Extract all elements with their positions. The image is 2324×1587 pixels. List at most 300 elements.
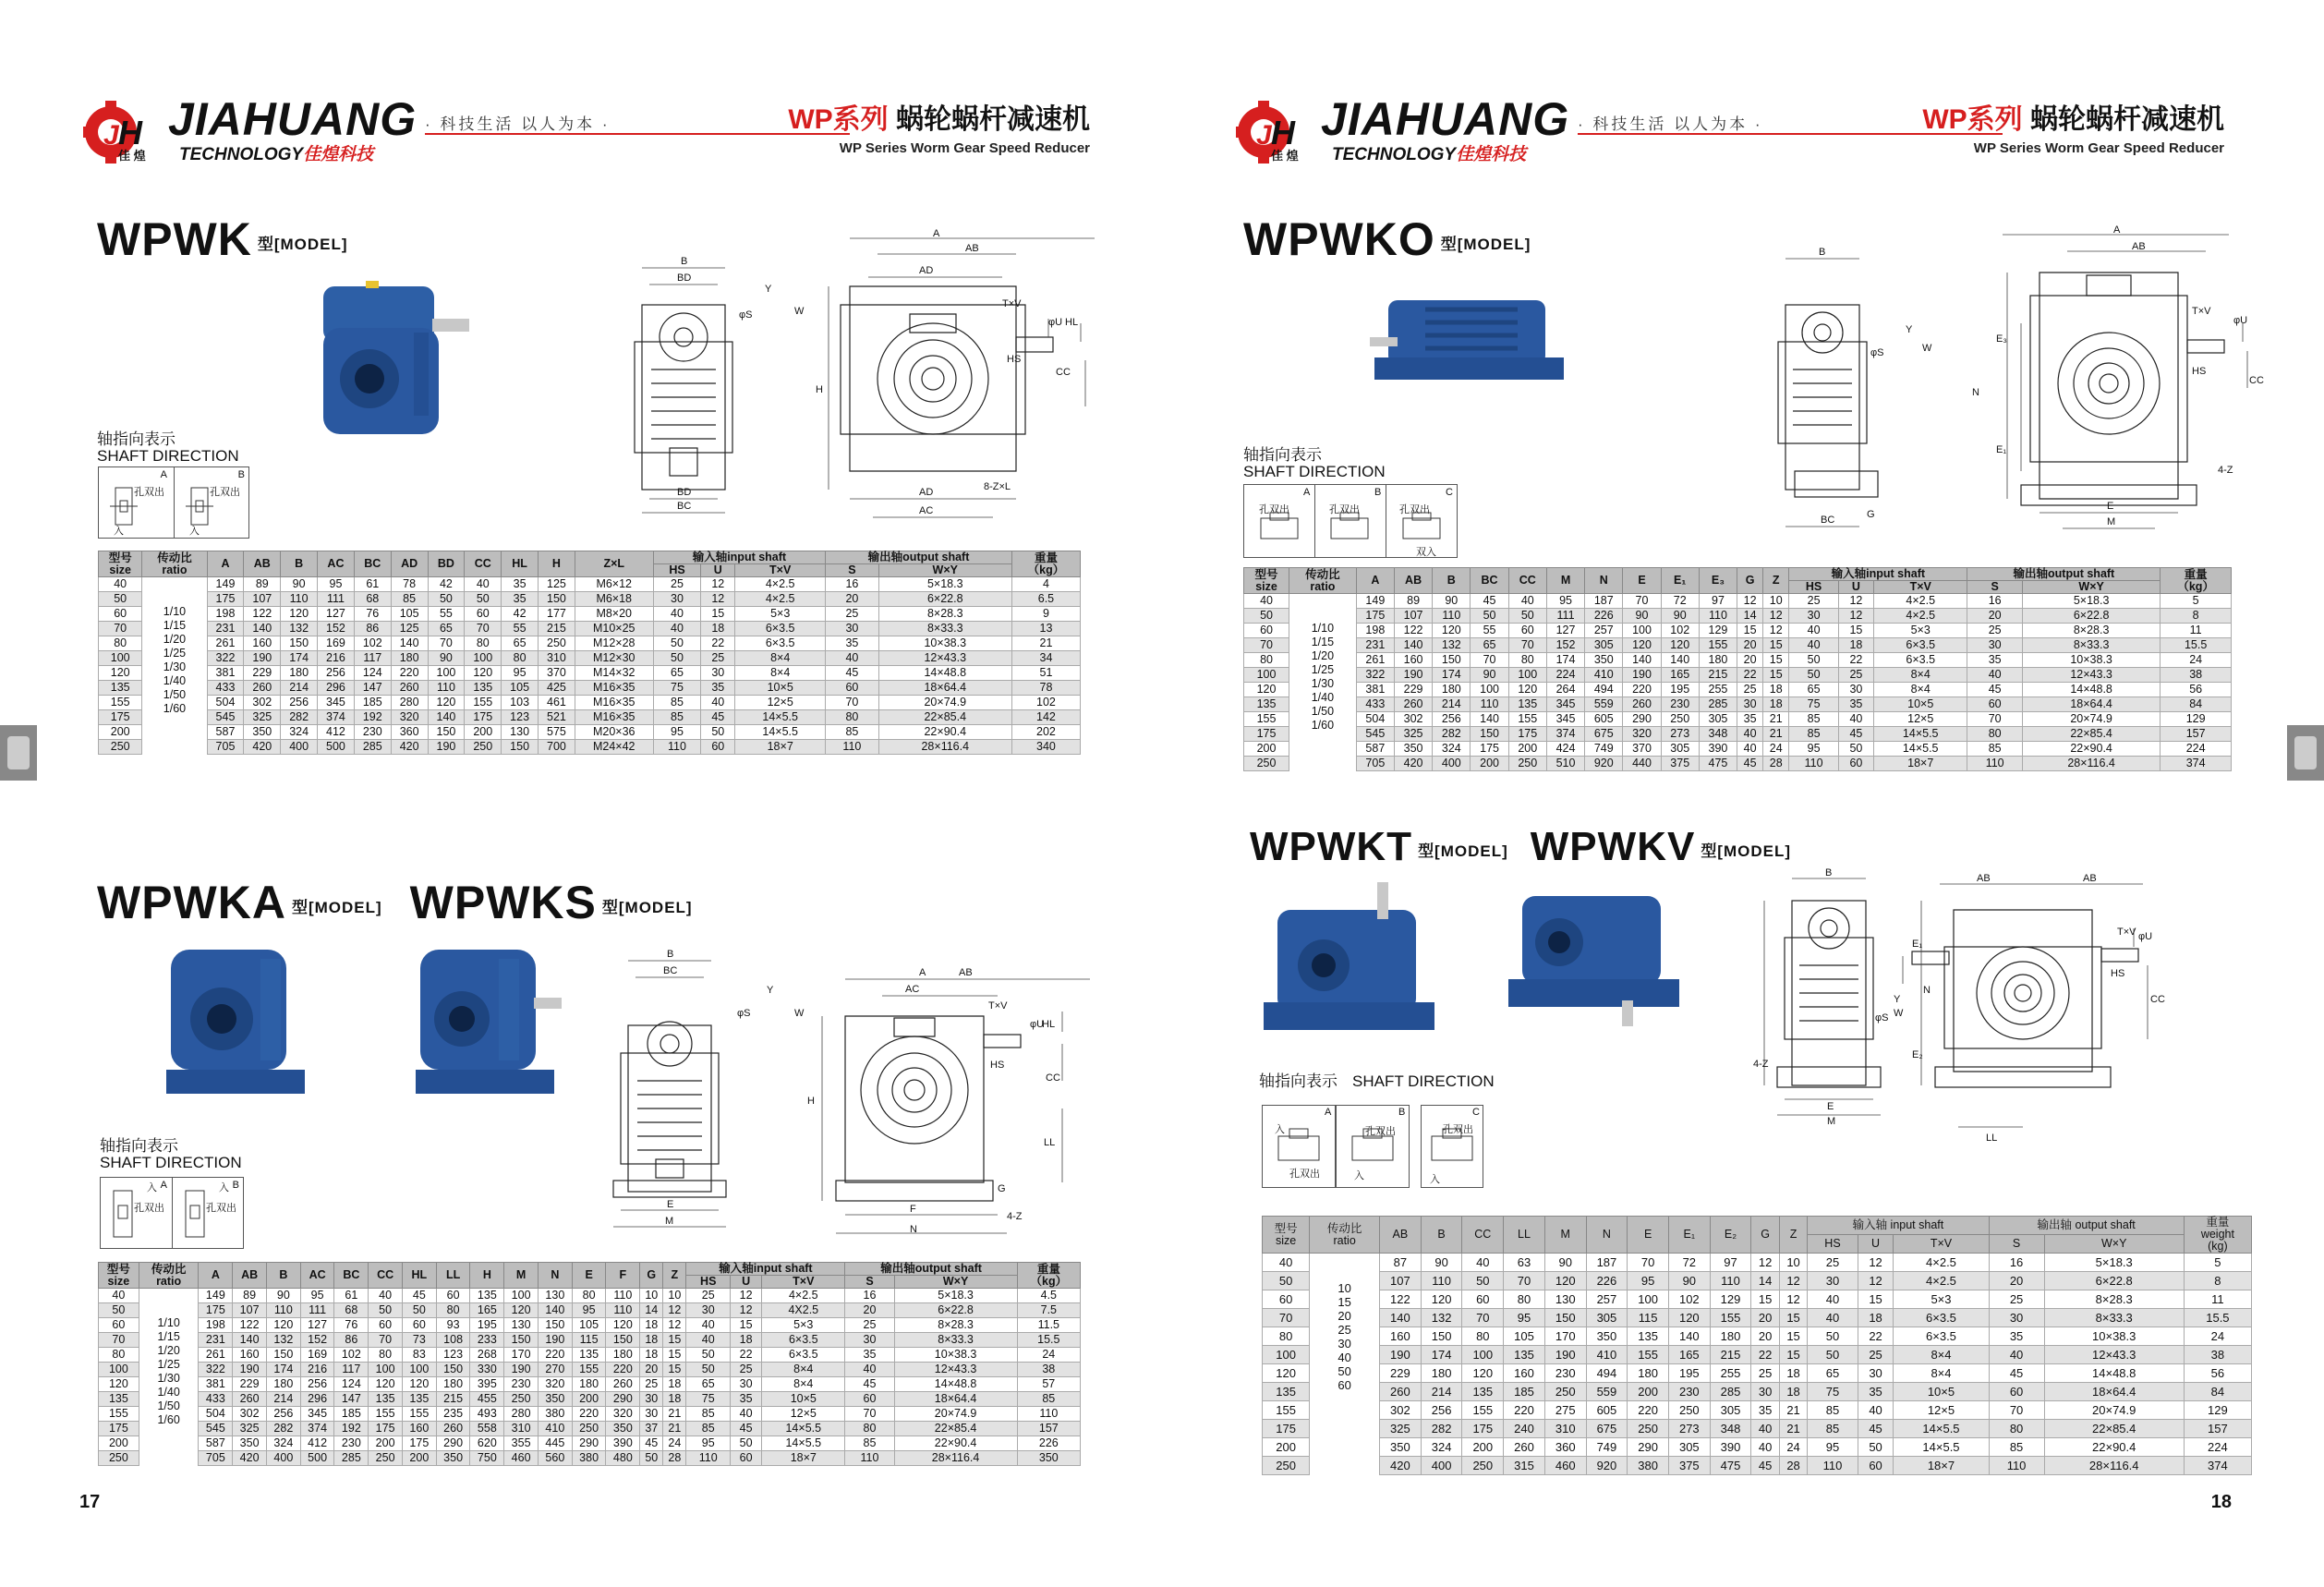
table-cell: 200: [1628, 1383, 1669, 1401]
header-input-col: U: [1838, 581, 1873, 594]
header-input-col: T×V: [1874, 581, 1967, 594]
table-cell: 65: [502, 636, 539, 651]
table-cell: 4×2.5: [735, 592, 826, 607]
table-cell: M6×18: [575, 592, 653, 607]
table-cell: 108: [436, 1333, 470, 1348]
header-weight-cn: 重量: [2184, 567, 2208, 581]
cell-size: 60: [99, 1318, 139, 1333]
table-cell: 42: [502, 607, 539, 622]
table-cell: 16: [1989, 1254, 2044, 1272]
table-cell: 90: [1544, 1254, 1586, 1272]
cell-text-c: 孔双出: [1443, 1124, 1473, 1135]
header-col: B: [1433, 568, 1471, 594]
wpwko-product-photo: [1370, 291, 1568, 393]
table-cell: 50: [369, 1303, 403, 1318]
dim-bd2: BD: [677, 487, 692, 498]
table-cell: 10×5: [1894, 1383, 1989, 1401]
header-ratio-en: ratio: [1333, 1233, 1356, 1247]
dim-b: B: [667, 949, 674, 960]
table-cell: 324: [1433, 742, 1471, 757]
table-cell: 6×3.5: [735, 636, 826, 651]
cell-size: 200: [99, 1436, 139, 1451]
table-row: [99, 681, 1081, 696]
table-cell: 420: [1394, 757, 1432, 771]
table-cell: 256: [318, 666, 355, 681]
table-cell: 80: [572, 1289, 606, 1303]
table-cell: 14×48.8: [2022, 683, 2160, 697]
wpwka-product-photo: [157, 940, 323, 1107]
table-cell: 235: [436, 1407, 470, 1422]
svg-text:J: J: [103, 120, 119, 151]
table-row: [1263, 1327, 2252, 1346]
dim-n: N: [1972, 387, 1979, 398]
table-cell: 85: [1017, 1392, 1080, 1407]
table-cell: 155: [1628, 1346, 1669, 1364]
dim-ac: AC: [919, 505, 934, 516]
table-cell: 120: [1508, 683, 1546, 697]
table-cell: 68: [354, 592, 391, 607]
table-cell: 4X2.5: [762, 1303, 845, 1318]
table-cell: 14: [640, 1303, 663, 1318]
table-cell: 24: [2161, 653, 2232, 668]
dim-ad2: AD: [919, 487, 934, 498]
table-cell: 11: [2184, 1290, 2251, 1309]
table-cell: 10×5: [735, 681, 826, 696]
table-cell: 587: [1356, 742, 1394, 757]
table-cell: 22: [1858, 1327, 1894, 1346]
table-cell: 445: [538, 1436, 572, 1451]
table-cell: 350: [606, 1422, 640, 1436]
table-cell: 24: [1763, 742, 1789, 757]
table-cell: 40: [731, 1407, 762, 1422]
header-output-col: S: [826, 564, 878, 577]
table-cell: 322: [207, 651, 244, 666]
table-cell: 187: [1585, 594, 1623, 609]
dim-b: B: [681, 256, 688, 267]
table-cell: 100: [1628, 1290, 1669, 1309]
wpwkt-product-photo: [1259, 882, 1444, 1058]
table-cell: 150: [1544, 1309, 1586, 1327]
table-cell: 475: [1699, 757, 1737, 771]
table-cell: 89: [244, 577, 281, 592]
table-cell: 149: [1356, 594, 1394, 609]
table-cell: 25: [1789, 594, 1839, 609]
table-cell: 250: [465, 740, 502, 755]
table-cell: 5×3: [762, 1318, 845, 1333]
table-cell: 6×3.5: [762, 1333, 845, 1348]
table-cell: 215: [1710, 1346, 1751, 1364]
table-cell: 110: [1699, 609, 1737, 624]
ratio-value: 1/25: [163, 647, 187, 660]
dim-h: H: [816, 384, 823, 395]
header-col: H: [470, 1263, 504, 1289]
wpwkt-spec-table: [1262, 1216, 2252, 1475]
table-cell: 175: [207, 592, 244, 607]
cell-size: 80: [1263, 1327, 1310, 1346]
table-cell: 16: [826, 577, 878, 592]
table-cell: 127: [1546, 624, 1584, 638]
table-cell: 34: [1011, 651, 1080, 666]
table-cell: 22: [701, 636, 735, 651]
table-cell: 45: [826, 666, 878, 681]
table-cell: 150: [436, 1363, 470, 1377]
table-cell: 30: [1989, 1309, 2044, 1327]
table-cell: 40: [1737, 727, 1763, 742]
table-row: [1263, 1457, 2252, 1475]
header-output-shaft: 输出轴output shaft: [826, 551, 1012, 564]
header-col: A: [199, 1263, 233, 1289]
table-cell: 35: [826, 636, 878, 651]
table-cell: 302: [1394, 712, 1432, 727]
table-cell: 12: [1763, 609, 1789, 624]
cell-size: 60: [1244, 624, 1289, 638]
header-size-en: size: [109, 563, 132, 576]
table-cell: 175: [199, 1303, 233, 1318]
table-cell: 180: [1710, 1327, 1751, 1346]
table-cell: 260: [606, 1377, 640, 1392]
table-cell: 50: [701, 725, 735, 740]
table-cell: 320: [538, 1377, 572, 1392]
table-cell: 80: [502, 651, 539, 666]
table-cell: 185: [334, 1407, 369, 1422]
table-cell: 15.5: [1017, 1333, 1080, 1348]
table-cell: 40: [1808, 1309, 1858, 1327]
wpwk-product-photo: [314, 277, 476, 443]
table-cell: 8×4: [1894, 1364, 1989, 1383]
table-cell: 35: [1967, 653, 2022, 668]
header-weight-en: （kg）: [2177, 579, 2214, 593]
table-cell: 30: [640, 1407, 663, 1422]
header-size-cn: 型号: [1274, 1221, 1298, 1235]
table-row: [1244, 727, 2232, 742]
table-cell: 260: [244, 681, 281, 696]
table-cell: 250: [369, 1451, 403, 1466]
table-cell: 348: [1699, 727, 1737, 742]
header-col: H: [539, 551, 575, 577]
table-cell: 61: [354, 577, 391, 592]
ratio-value: 1/10: [163, 605, 187, 618]
series-name: WP系列: [1922, 104, 2023, 135]
table-cell: 587: [207, 725, 244, 740]
table-cell: 132: [1433, 638, 1471, 653]
table-cell: 175: [1471, 742, 1508, 757]
table-cell: 155: [1508, 712, 1546, 727]
table-cell: 250: [539, 636, 575, 651]
table-cell: M6×12: [575, 577, 653, 592]
table-cell: 115: [1628, 1309, 1669, 1327]
table-cell: 157: [2161, 727, 2232, 742]
table-cell: 122: [1380, 1290, 1422, 1309]
model-suffix: 型[MODEL]: [1418, 842, 1508, 860]
table-cell: 174: [266, 1363, 300, 1377]
table-cell: 76: [354, 607, 391, 622]
table-cell: 250: [1462, 1457, 1504, 1475]
table-cell: 120: [1421, 1290, 1462, 1309]
table-cell: 140: [244, 622, 281, 636]
table-cell: 10×38.3: [894, 1348, 1017, 1363]
table-row: [1244, 757, 2232, 771]
shaft-direction-box-wpwkt: [1262, 1105, 1483, 1188]
cell-text-b: 孔双出: [1329, 504, 1360, 515]
cell-label-c: C: [1446, 487, 1453, 498]
table-cell: 56: [2161, 683, 2232, 697]
table-cell: 28×116.4: [878, 740, 1011, 755]
table-cell: 20: [1989, 1272, 2044, 1290]
table-cell: 200: [1462, 1438, 1504, 1457]
table-cell: 355: [504, 1436, 539, 1451]
table-cell: 14×5.5: [1874, 727, 1967, 742]
table-cell: 6.5: [1011, 592, 1080, 607]
table-row: [1244, 668, 2232, 683]
side-tab-right: [2287, 725, 2324, 781]
table-cell: 229: [233, 1377, 267, 1392]
table-cell: 320: [606, 1407, 640, 1422]
wpwkv-product-photo: [1504, 891, 1689, 1030]
header-weight: [2184, 1217, 2251, 1254]
table-cell: 110: [266, 1303, 300, 1318]
header-col: B: [281, 551, 318, 577]
table-cell: 40: [653, 607, 701, 622]
table-cell: 460: [1544, 1457, 1586, 1475]
cell-size: 175: [1263, 1420, 1310, 1438]
table-cell: 70: [826, 696, 878, 710]
header-col: E: [1623, 568, 1661, 594]
table-cell: 130: [504, 1318, 539, 1333]
cell-size: 50: [1263, 1272, 1310, 1290]
table-cell: 45: [845, 1377, 894, 1392]
header-output-col: W×Y: [878, 564, 1011, 577]
table-cell: 290: [1623, 712, 1661, 727]
table-cell: 290: [572, 1436, 606, 1451]
brand-sub: [1332, 140, 1526, 165]
table-cell: 350: [436, 1451, 470, 1466]
table-cell: 18×64.4: [2044, 1383, 2184, 1401]
cell-size: 135: [1263, 1383, 1310, 1401]
table-row: [99, 622, 1081, 636]
table-cell: 504: [207, 696, 244, 710]
table-cell: M12×28: [575, 636, 653, 651]
brand-name: JIAHUANG: [168, 93, 418, 145]
table-cell: 177: [539, 607, 575, 622]
table-cell: 80: [436, 1303, 470, 1318]
table-cell: 25: [653, 577, 701, 592]
table-cell: 215: [539, 622, 575, 636]
table-cell: M12×30: [575, 651, 653, 666]
table-cell: 150: [606, 1333, 640, 1348]
table-cell: 500: [300, 1451, 334, 1466]
table-row: [99, 1407, 1081, 1422]
svg-text:H: H: [118, 114, 142, 151]
table-cell: 400: [266, 1451, 300, 1466]
table-cell: 4.5: [1017, 1289, 1080, 1303]
table-cell: 130: [1544, 1290, 1586, 1309]
table-cell: 12×43.3: [2044, 1346, 2184, 1364]
table-cell: 5×18.3: [2044, 1254, 2184, 1272]
table-cell: 21: [1011, 636, 1080, 651]
header-col: G: [640, 1263, 663, 1289]
table-cell: 45: [1858, 1420, 1894, 1438]
table-cell: 100: [1508, 668, 1546, 683]
table-row: [99, 1303, 1081, 1318]
header-input-col: HS: [1808, 1235, 1858, 1254]
table-cell: 230: [504, 1377, 539, 1392]
table-cell: 157: [1017, 1422, 1080, 1436]
table-cell: 85: [686, 1422, 731, 1436]
table-row: [99, 651, 1081, 666]
cell-size: 80: [99, 636, 142, 651]
table-cell: 107: [1394, 609, 1432, 624]
table-cell: 85: [653, 696, 701, 710]
cell-text-c: 孔双出: [1399, 504, 1430, 515]
table-cell: 150: [538, 1318, 572, 1333]
model-title-wpwk: [97, 212, 348, 266]
table-cell: 180: [281, 666, 318, 681]
ratio-value: 1/10: [157, 1316, 180, 1329]
header-col: Z×L: [575, 551, 653, 577]
table-cell: 129: [2161, 712, 2232, 727]
table-cell: 45: [1471, 594, 1508, 609]
table-cell: 25: [731, 1363, 762, 1377]
table-cell: 61: [334, 1289, 369, 1303]
table-cell: 226: [1586, 1272, 1628, 1290]
series-desc: 蜗轮蜗杆减速机: [2022, 104, 2224, 135]
table-cell: 230: [1668, 1383, 1710, 1401]
cell-size: 60: [1263, 1290, 1310, 1309]
table-cell: 22×85.4: [2022, 727, 2160, 742]
table-cell: 15: [1779, 1309, 1807, 1327]
table-cell: 60: [1989, 1383, 2044, 1401]
table-cell: 117: [354, 651, 391, 666]
dim-w: W: [794, 1008, 805, 1019]
table-cell: 45: [1838, 727, 1873, 742]
table-cell: 110: [653, 740, 701, 755]
table-cell: 140: [233, 1333, 267, 1348]
cell-text-a: 孔双出: [134, 1203, 164, 1214]
table-cell: 10: [640, 1289, 663, 1303]
table-cell: 30: [1789, 609, 1839, 624]
table-cell: 12×43.3: [878, 651, 1011, 666]
table-cell: 60: [436, 1289, 470, 1303]
table-row: [99, 1289, 1081, 1303]
table-cell: 129: [1710, 1290, 1751, 1309]
table-cell: 255: [1699, 683, 1737, 697]
shaft-direction-en: SHAFT DIRECTION: [1243, 463, 1386, 480]
header-col: HL: [402, 1263, 436, 1289]
table-cell: 85: [1789, 712, 1839, 727]
table-cell: 296: [300, 1392, 334, 1407]
table-cell: 149: [199, 1289, 233, 1303]
table-cell: 226: [1585, 609, 1623, 624]
table-cell: 8×4: [1874, 668, 1967, 683]
table-cell: 165: [1668, 1346, 1710, 1364]
table-cell: 22×85.4: [894, 1422, 1017, 1436]
table-cell: 57: [1017, 1377, 1080, 1392]
table-cell: 20: [845, 1303, 894, 1318]
table-cell: 40: [686, 1333, 731, 1348]
table-cell: 750: [470, 1451, 504, 1466]
wpwk-dimension-drawing: [614, 228, 1099, 536]
table-cell: 135: [1628, 1327, 1669, 1346]
table-cell: 7.5: [1017, 1303, 1080, 1318]
table-cell: 6×22.8: [2022, 609, 2160, 624]
model-suffix: 型[MODEL]: [1440, 236, 1531, 254]
header-size-cn: 型号: [108, 551, 132, 564]
header-col: Z: [663, 1263, 686, 1289]
table-cell: 12: [701, 592, 735, 607]
cell-size: 250: [1244, 757, 1289, 771]
table-cell: 70: [1462, 1309, 1504, 1327]
table-cell: 424: [1546, 742, 1584, 757]
table-cell: 216: [318, 651, 355, 666]
table-cell: 559: [1586, 1383, 1628, 1401]
cell-ratio-list: [1310, 1254, 1380, 1475]
table-cell: 8×4: [735, 666, 826, 681]
header-input-col: T×V: [735, 564, 826, 577]
series-subtitle: WP Series Worm Gear Speed Reducer: [839, 140, 1090, 156]
cell-size: 50: [99, 1303, 139, 1318]
table-cell: 305: [1586, 1309, 1628, 1327]
table-cell: 90: [281, 577, 318, 592]
table-cell: 433: [1356, 697, 1394, 712]
table-cell: 250: [1661, 712, 1699, 727]
header-input-col: T×V: [1894, 1235, 1989, 1254]
table-cell: 324: [266, 1436, 300, 1451]
table-cell: 310: [1544, 1420, 1586, 1438]
table-cell: 270: [538, 1363, 572, 1377]
header-ratio-cn: 传动比: [157, 551, 192, 564]
table-cell: 18: [1763, 683, 1789, 697]
table-cell: 6×22.8: [878, 592, 1011, 607]
table-cell: 25: [686, 1289, 731, 1303]
table-cell: 42: [428, 577, 465, 592]
table-row: [1244, 712, 2232, 727]
table-cell: 400: [1433, 757, 1471, 771]
dim-e3: E₃: [1996, 333, 2007, 345]
table-cell: 290: [436, 1436, 470, 1451]
table-cell: 30: [1967, 638, 2022, 653]
table-cell: 105: [391, 607, 428, 622]
dim-y: Y: [1894, 994, 1901, 1005]
table-cell: 95: [1628, 1272, 1669, 1290]
dim-m: M: [2107, 516, 2116, 527]
table-cell: 190: [233, 1363, 267, 1377]
table-cell: 12×5: [762, 1407, 845, 1422]
table-cell: 30: [686, 1303, 731, 1318]
table-cell: 130: [502, 725, 539, 740]
ratio-value: 1/20: [1311, 649, 1335, 662]
table-row: [1263, 1346, 2252, 1364]
header-ratio: [142, 551, 207, 577]
table-cell: 285: [354, 740, 391, 755]
table-cell: 100: [369, 1363, 403, 1377]
dim-n: N: [910, 1224, 917, 1235]
ratio-value: 1/40: [1311, 691, 1335, 704]
table-cell: M14×32: [575, 666, 653, 681]
table-cell: 122: [1394, 624, 1432, 638]
table-cell: 233: [470, 1333, 504, 1348]
header-size: [1244, 568, 1289, 594]
dim-a: A: [933, 228, 940, 239]
table-cell: 231: [199, 1333, 233, 1348]
table-cell: 255: [1710, 1364, 1751, 1383]
dim-w: W: [1894, 1008, 1904, 1019]
dim-s: φS: [739, 309, 753, 321]
table-cell: 180: [1421, 1364, 1462, 1383]
table-cell: 97: [1710, 1254, 1751, 1272]
table-cell: 40: [1751, 1438, 1779, 1457]
model-name: WPWK: [97, 213, 252, 265]
table-cell: 4: [1011, 577, 1080, 592]
